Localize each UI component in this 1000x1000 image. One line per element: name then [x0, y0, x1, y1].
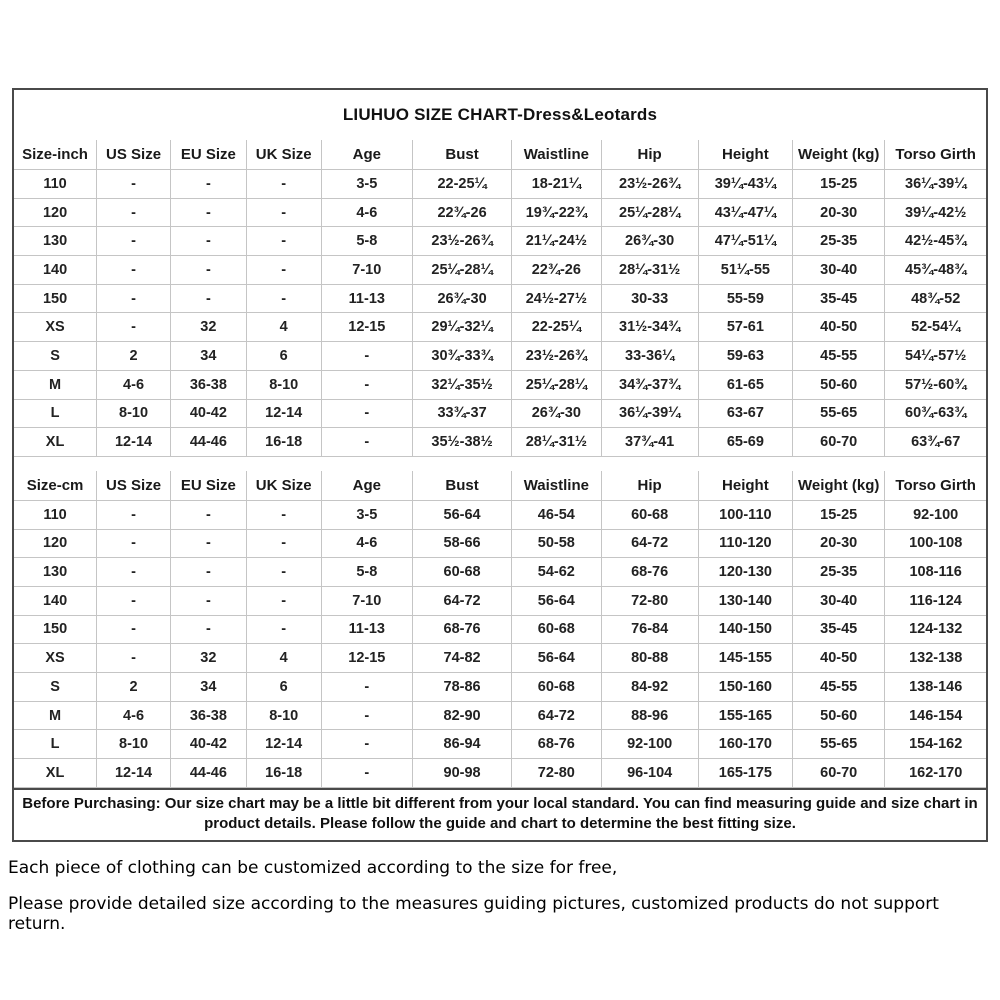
table-row — [14, 701, 986, 730]
table-row — [14, 428, 986, 457]
size-value-cell: 35½-38½ — [412, 428, 511, 457]
size-value-cell: 11-13 — [321, 284, 412, 313]
size-value-cell: 24½-27½ — [512, 284, 601, 313]
size-value-cell: 22¾-26 — [512, 256, 601, 285]
size-value-cell: 45-55 — [793, 673, 885, 702]
size-value-cell: - — [170, 256, 246, 285]
size-value-cell: 52-54¼ — [885, 313, 986, 342]
size-value-cell: 92-100 — [885, 500, 986, 529]
size-value-cell: 56-64 — [412, 500, 511, 529]
size-value-cell: 68-76 — [412, 615, 511, 644]
size-value-cell: 36¼-39¼ — [885, 170, 986, 199]
size-value-cell: 3-5 — [321, 500, 412, 529]
table-row — [14, 399, 986, 428]
size-value-cell: 60-68 — [512, 615, 601, 644]
purchase-note: Before Purchasing: Our size chart may be a little bit different from your local standard. You can find measuring guide and size chart in product details. Please follow the guide and chart to determine the best fitting size. — [14, 788, 986, 841]
size-value-cell: - — [246, 284, 321, 313]
size-value-cell: 35-45 — [793, 615, 885, 644]
table-row — [14, 370, 986, 399]
chart-title: LIUHUO SIZE CHART-Dress&Leotards — [342, 105, 658, 124]
size-label-cell: L — [14, 730, 97, 759]
table-row — [14, 170, 986, 199]
size-value-cell: - — [97, 529, 171, 558]
size-label-cell: 110 — [14, 170, 97, 199]
size-value-cell: 54-62 — [512, 558, 601, 587]
size-value-cell: 60¾-63¾ — [885, 399, 986, 428]
size-value-cell: 30¾-33¾ — [412, 342, 511, 371]
size-value-cell: - — [246, 256, 321, 285]
size-value-cell: 4-6 — [321, 198, 412, 227]
size-value-cell: 68-76 — [512, 730, 601, 759]
size-value-cell: 2 — [97, 673, 171, 702]
size-value-cell: 40-42 — [170, 730, 246, 759]
size-label-cell: 120 — [14, 198, 97, 227]
size-value-cell: 154-162 — [885, 730, 986, 759]
size-value-cell: - — [97, 227, 171, 256]
table-row — [14, 673, 986, 702]
size-value-cell: 132-138 — [885, 644, 986, 673]
table-row — [14, 586, 986, 615]
header-row — [14, 471, 986, 501]
size-value-cell: 2 — [97, 342, 171, 371]
size-value-cell: 25¼-28¼ — [512, 370, 601, 399]
size-value-cell: 55-65 — [793, 730, 885, 759]
size-value-cell: 46-54 — [512, 500, 601, 529]
size-value-cell: - — [170, 586, 246, 615]
header-row — [14, 140, 986, 170]
size-value-cell: 12-14 — [97, 428, 171, 457]
table-row — [14, 256, 986, 285]
size-value-cell: 74-82 — [412, 644, 511, 673]
size-value-cell: 78-86 — [412, 673, 511, 702]
size-value-cell: 26¾-30 — [601, 227, 698, 256]
size-value-cell: 60-70 — [793, 759, 885, 788]
size-value-cell: 19¾-22¾ — [512, 198, 601, 227]
size-value-cell: - — [97, 586, 171, 615]
size-value-cell: 60-70 — [793, 428, 885, 457]
size-value-cell: 160-170 — [698, 730, 792, 759]
size-value-cell: - — [321, 730, 412, 759]
size-value-cell: - — [246, 586, 321, 615]
size-value-cell: 32¼-35½ — [412, 370, 511, 399]
size-chart-box — [12, 88, 988, 842]
size-value-cell: 45-55 — [793, 342, 885, 371]
column-header: US Size — [97, 471, 171, 501]
column-header: EU Size — [170, 140, 246, 170]
size-value-cell: 40-50 — [793, 644, 885, 673]
size-value-cell: 92-100 — [601, 730, 698, 759]
size-value-cell: 32 — [170, 644, 246, 673]
size-value-cell: - — [170, 500, 246, 529]
column-header: Height — [698, 471, 792, 501]
table-row — [14, 644, 986, 673]
size-value-cell: 4-6 — [97, 370, 171, 399]
size-value-cell: 23½-26¾ — [412, 227, 511, 256]
size-value-cell: - — [321, 399, 412, 428]
size-value-cell: 22¾-26 — [412, 198, 511, 227]
column-header: Weight (kg) — [793, 140, 885, 170]
size-value-cell: 162-170 — [885, 759, 986, 788]
size-value-cell: 145-155 — [698, 644, 792, 673]
size-value-cell: 59-63 — [698, 342, 792, 371]
column-header: Age — [321, 471, 412, 501]
size-value-cell: 100-110 — [698, 500, 792, 529]
size-value-cell: 150-160 — [698, 673, 792, 702]
size-value-cell: 82-90 — [412, 701, 511, 730]
size-value-cell: - — [246, 529, 321, 558]
size-value-cell: - — [246, 558, 321, 587]
size-value-cell: - — [246, 615, 321, 644]
size-value-cell: 21¼-24½ — [512, 227, 601, 256]
size-value-cell: - — [321, 370, 412, 399]
size-value-cell: 4 — [246, 644, 321, 673]
size-value-cell: 25-35 — [793, 227, 885, 256]
size-label-cell: S — [14, 673, 97, 702]
size-value-cell: 68-76 — [601, 558, 698, 587]
size-value-cell: 110-120 — [698, 529, 792, 558]
size-value-cell: 108-116 — [885, 558, 986, 587]
size-value-cell: 8-10 — [246, 701, 321, 730]
size-value-cell: 34 — [170, 673, 246, 702]
size-value-cell: 40-50 — [793, 313, 885, 342]
size-value-cell: - — [170, 529, 246, 558]
table-row — [14, 227, 986, 256]
size-label-cell: XL — [14, 759, 97, 788]
size-value-cell: 65-69 — [698, 428, 792, 457]
size-value-cell: - — [97, 500, 171, 529]
size-value-cell: 8-10 — [246, 370, 321, 399]
size-value-cell: 60-68 — [512, 673, 601, 702]
size-label-cell: 140 — [14, 256, 97, 285]
size-value-cell: 55-65 — [793, 399, 885, 428]
size-value-cell: 36-38 — [170, 701, 246, 730]
size-value-cell: - — [246, 227, 321, 256]
size-value-cell: 12-14 — [246, 730, 321, 759]
size-value-cell: 30-33 — [601, 284, 698, 313]
size-label-cell: 150 — [14, 284, 97, 313]
size-label-cell: 110 — [14, 500, 97, 529]
size-label-cell: S — [14, 342, 97, 371]
size-value-cell: 165-175 — [698, 759, 792, 788]
size-value-cell: 36-38 — [170, 370, 246, 399]
size-value-cell: 140-150 — [698, 615, 792, 644]
size-value-cell: 63¾-67 — [885, 428, 986, 457]
size-value-cell: 5-8 — [321, 558, 412, 587]
size-value-cell: 35-45 — [793, 284, 885, 313]
size-value-cell: 42½-45¾ — [885, 227, 986, 256]
size-value-cell: 12-14 — [246, 399, 321, 428]
column-header: Torso Girth — [885, 471, 986, 501]
table-row — [14, 529, 986, 558]
size-value-cell: 84-92 — [601, 673, 698, 702]
size-value-cell: 30-40 — [793, 256, 885, 285]
size-value-cell: 33¾-37 — [412, 399, 511, 428]
size-value-cell: 23½-26¾ — [512, 342, 601, 371]
size-value-cell: 34¾-37¾ — [601, 370, 698, 399]
size-label-cell: 130 — [14, 558, 97, 587]
table-gap — [14, 457, 986, 471]
size-value-cell: 8-10 — [97, 399, 171, 428]
size-value-cell: 63-67 — [698, 399, 792, 428]
size-value-cell: 7-10 — [321, 586, 412, 615]
size-value-cell: - — [97, 615, 171, 644]
table-row — [14, 198, 986, 227]
size-value-cell: - — [97, 170, 171, 199]
customization-note: Each piece of clothing can be customized according to the size for free, — [8, 858, 618, 878]
size-value-cell: 124-132 — [885, 615, 986, 644]
size-value-cell: 130-140 — [698, 586, 792, 615]
size-value-cell: 116-124 — [885, 586, 986, 615]
size-value-cell: 57-61 — [698, 313, 792, 342]
size-value-cell: 55-59 — [698, 284, 792, 313]
size-value-cell: 4-6 — [321, 529, 412, 558]
size-value-cell: 76-84 — [601, 615, 698, 644]
size-value-cell: 64-72 — [601, 529, 698, 558]
size-value-cell: 26¾-30 — [512, 399, 601, 428]
size-value-cell: 16-18 — [246, 759, 321, 788]
size-value-cell: 18-21¼ — [512, 170, 601, 199]
size-value-cell: 4 — [246, 313, 321, 342]
size-value-cell: 39¼-42½ — [885, 198, 986, 227]
table-row — [14, 313, 986, 342]
size-value-cell: 31½-34¾ — [601, 313, 698, 342]
column-header: Bust — [412, 471, 511, 501]
size-value-cell: 50-58 — [512, 529, 601, 558]
size-value-cell: 28¼-31½ — [512, 428, 601, 457]
column-header: UK Size — [246, 471, 321, 501]
size-value-cell: - — [170, 198, 246, 227]
size-label-cell: XL — [14, 428, 97, 457]
return-policy-note: Please provide detailed size according to the measures guiding pictures, customized products do not support return. — [8, 894, 939, 934]
size-value-cell: 72-80 — [601, 586, 698, 615]
size-value-cell: - — [170, 227, 246, 256]
column-header: Torso Girth — [885, 140, 986, 170]
size-value-cell: 72-80 — [512, 759, 601, 788]
size-value-cell: 32 — [170, 313, 246, 342]
size-value-cell: 28¼-31½ — [601, 256, 698, 285]
table-row — [14, 759, 986, 788]
size-value-cell: 11-13 — [321, 615, 412, 644]
column-header: Hip — [601, 471, 698, 501]
size-value-cell: 20-30 — [793, 529, 885, 558]
size-value-cell: 96-104 — [601, 759, 698, 788]
size-value-cell: 12-15 — [321, 644, 412, 673]
size-label-cell: M — [14, 701, 97, 730]
size-value-cell: 47¼-51¼ — [698, 227, 792, 256]
size-value-cell: 23½-26¾ — [601, 170, 698, 199]
size-value-cell: 64-72 — [412, 586, 511, 615]
size-value-cell: 64-72 — [512, 701, 601, 730]
size-value-cell: - — [321, 342, 412, 371]
size-value-cell: 3-5 — [321, 170, 412, 199]
size-value-cell: - — [321, 673, 412, 702]
size-value-cell: 15-25 — [793, 500, 885, 529]
size-value-cell: 88-96 — [601, 701, 698, 730]
size-unit-header: Size-cm — [14, 471, 97, 501]
size-value-cell: - — [170, 170, 246, 199]
size-label-cell: XS — [14, 644, 97, 673]
size-value-cell: 26¾-30 — [412, 284, 511, 313]
size-value-cell: - — [97, 558, 171, 587]
size-value-cell: 16-18 — [246, 428, 321, 457]
size-value-cell: - — [321, 759, 412, 788]
size-value-cell: 44-46 — [170, 759, 246, 788]
size-value-cell: 45¾-48¾ — [885, 256, 986, 285]
size-value-cell: 25-35 — [793, 558, 885, 587]
size-value-cell: - — [246, 500, 321, 529]
size-value-cell: 4-6 — [97, 701, 171, 730]
size-value-cell: 8-10 — [97, 730, 171, 759]
column-header: Waistline — [512, 140, 601, 170]
column-header: Height — [698, 140, 792, 170]
size-value-cell: 54¼-57½ — [885, 342, 986, 371]
size-value-cell: 50-60 — [793, 370, 885, 399]
size-value-cell: 146-154 — [885, 701, 986, 730]
size-value-cell: 138-146 — [885, 673, 986, 702]
table-row — [14, 284, 986, 313]
size-value-cell: 6 — [246, 342, 321, 371]
size-value-cell: 25¼-28¼ — [412, 256, 511, 285]
size-value-cell: - — [97, 198, 171, 227]
size-unit-header: Size-inch — [14, 140, 97, 170]
size-value-cell: 60-68 — [412, 558, 511, 587]
size-value-cell: 34 — [170, 342, 246, 371]
table-row — [14, 500, 986, 529]
size-value-cell: 5-8 — [321, 227, 412, 256]
table-row — [14, 615, 986, 644]
size-label-cell: 140 — [14, 586, 97, 615]
size-value-cell: 120-130 — [698, 558, 792, 587]
column-header: UK Size — [246, 140, 321, 170]
size-value-cell: 22-25¼ — [412, 170, 511, 199]
size-value-cell: 100-108 — [885, 529, 986, 558]
size-value-cell: 60-68 — [601, 500, 698, 529]
size-value-cell: - — [246, 198, 321, 227]
column-header: Waistline — [512, 471, 601, 501]
size-value-cell: 51¼-55 — [698, 256, 792, 285]
size-value-cell: - — [170, 284, 246, 313]
size-value-cell: 43¼-47¼ — [698, 198, 792, 227]
size-value-cell: 15-25 — [793, 170, 885, 199]
size-value-cell: 25¼-28¼ — [601, 198, 698, 227]
size-value-cell: 50-60 — [793, 701, 885, 730]
column-header: Hip — [601, 140, 698, 170]
size-value-cell: - — [321, 701, 412, 730]
size-value-cell: - — [97, 644, 171, 673]
size-value-cell: - — [170, 558, 246, 587]
size-value-cell: 57½-60¾ — [885, 370, 986, 399]
size-value-cell: 36¼-39¼ — [601, 399, 698, 428]
size-value-cell: - — [170, 615, 246, 644]
column-header: Age — [321, 140, 412, 170]
column-header: Weight (kg) — [793, 471, 885, 501]
column-header: US Size — [97, 140, 171, 170]
size-value-cell: 48¾-52 — [885, 284, 986, 313]
size-value-cell: 29¼-32¼ — [412, 313, 511, 342]
size-label-cell: L — [14, 399, 97, 428]
size-value-cell: 12-15 — [321, 313, 412, 342]
size-value-cell: - — [97, 313, 171, 342]
size-value-cell: 12-14 — [97, 759, 171, 788]
table-row — [14, 342, 986, 371]
size-value-cell: 44-46 — [170, 428, 246, 457]
size-value-cell: 86-94 — [412, 730, 511, 759]
size-label-cell: XS — [14, 313, 97, 342]
size-value-cell: 39¼-43¼ — [698, 170, 792, 199]
table-row — [14, 730, 986, 759]
size-label-cell: 130 — [14, 227, 97, 256]
size-value-cell: 58-66 — [412, 529, 511, 558]
size-value-cell: 22-25¼ — [512, 313, 601, 342]
size-value-cell: - — [246, 170, 321, 199]
size-value-cell: 56-64 — [512, 586, 601, 615]
size-value-cell: 37¾-41 — [601, 428, 698, 457]
size-label-cell: M — [14, 370, 97, 399]
size-value-cell: 56-64 — [512, 644, 601, 673]
size-value-cell: 7-10 — [321, 256, 412, 285]
size-value-cell: 155-165 — [698, 701, 792, 730]
inch-size-table — [14, 140, 986, 457]
size-value-cell: 90-98 — [412, 759, 511, 788]
size-label-cell: 150 — [14, 615, 97, 644]
size-value-cell: 33-36¼ — [601, 342, 698, 371]
size-value-cell: - — [97, 284, 171, 313]
size-value-cell: 20-30 — [793, 198, 885, 227]
column-header: Bust — [412, 140, 511, 170]
size-value-cell: 40-42 — [170, 399, 246, 428]
size-label-cell: 120 — [14, 529, 97, 558]
size-value-cell: 61-65 — [698, 370, 792, 399]
column-header: EU Size — [170, 471, 246, 501]
size-value-cell: 6 — [246, 673, 321, 702]
size-value-cell: 30-40 — [793, 586, 885, 615]
table-row — [14, 558, 986, 587]
size-value-cell: - — [321, 428, 412, 457]
size-value-cell: 80-88 — [601, 644, 698, 673]
cm-size-table — [14, 471, 986, 788]
size-value-cell: - — [97, 256, 171, 285]
